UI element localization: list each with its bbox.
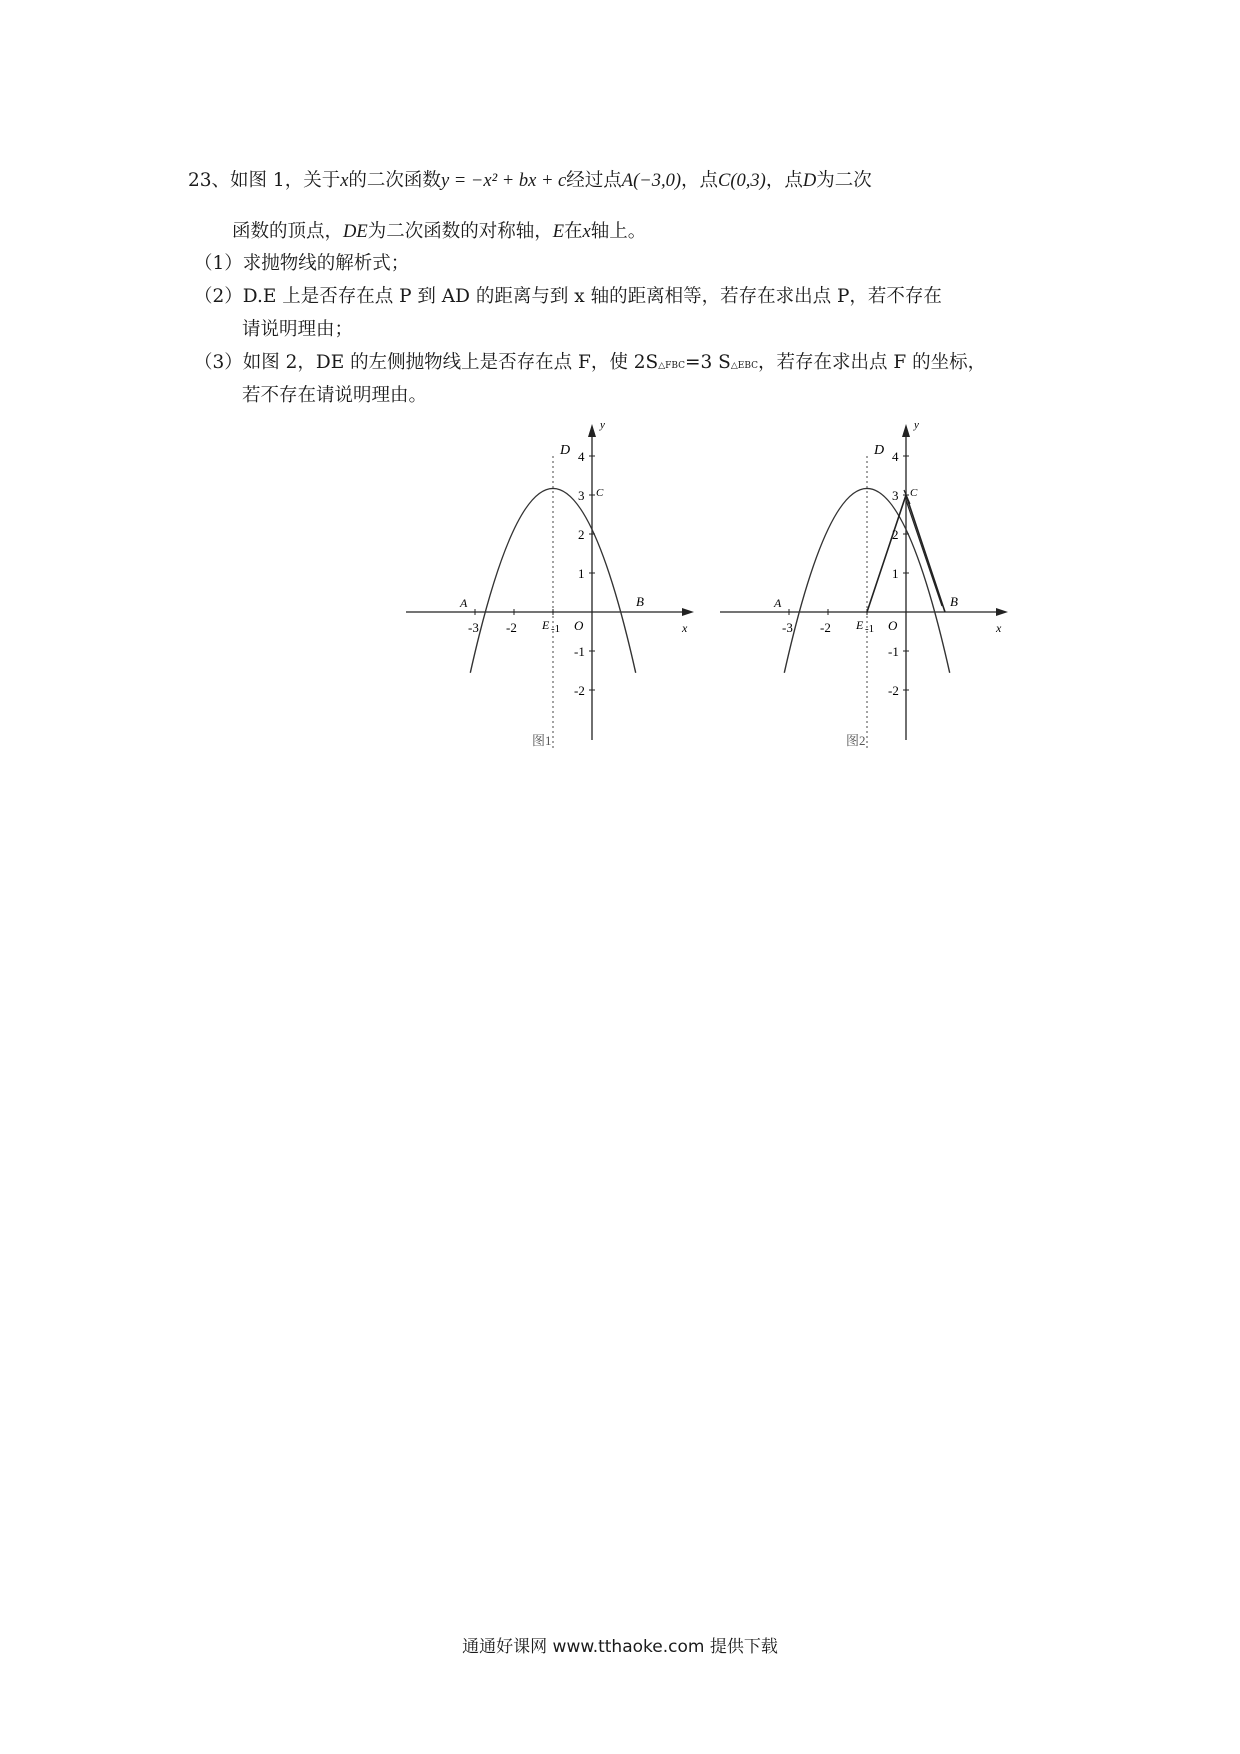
y-axis-arrow [588, 424, 596, 437]
x-axis-label: x [996, 621, 1002, 635]
intro-text-a: 如图 1，关于 [230, 170, 341, 191]
y-axis-arrow [902, 424, 910, 437]
y-tick-label: 2 [892, 527, 899, 542]
page-footer: 通通好课网 www.tthaoke.com 提供下载 [462, 1637, 778, 1657]
line2-text-d: 轴上。 [590, 221, 647, 242]
y-tick-label: 1 [892, 566, 899, 581]
line2-text-a: 函数的顶点， [232, 221, 344, 242]
point-a-label: A [774, 596, 782, 610]
q3-subscript-fbc: △FBC [658, 361, 686, 371]
q3-text-a: （3）如图 2，DE 的左侧抛物线上是否存在点 F，使 2S [194, 352, 659, 373]
x-axis-label: x [682, 621, 688, 635]
intro-text-d: 为二次 [816, 170, 872, 191]
y-tick-label: 2 [578, 527, 585, 542]
x-tick-label: -3 [468, 620, 479, 635]
line2-text-c: 在 [564, 221, 583, 242]
segment-de: DE [343, 222, 368, 242]
point-d-label: D [560, 443, 571, 458]
point-e-label: E [856, 618, 864, 632]
y-tick-label: -1 [574, 644, 585, 659]
point-c-label: C [596, 487, 604, 499]
point-a: A(−3,0) [621, 171, 682, 191]
origin-label: O [574, 618, 584, 633]
y-tick-label: 1 [578, 566, 585, 581]
x-tick-label: -3 [782, 620, 793, 635]
segment-cb [906, 495, 945, 612]
point-d-label: D [874, 443, 885, 458]
q3-text-b: =3 S [685, 352, 731, 373]
origin-label: O [888, 618, 898, 633]
y-tick-label: 3 [892, 488, 899, 503]
x-tick-label: -1 [865, 623, 875, 635]
point-e: E [552, 222, 565, 242]
separator-1: ，点 [681, 170, 719, 191]
figure-2-graph [714, 410, 1014, 760]
q3-text-c: ，若存在求出点 F 的坐标， [758, 352, 987, 373]
figure-caption: 图1 [532, 733, 552, 748]
segment-ec [867, 495, 906, 612]
problem-number: 23、 [188, 170, 231, 191]
x-tick-label: -2 [506, 620, 517, 635]
point-c-label: C [910, 487, 918, 499]
question-3-line-2: 若不存在请说明理由。 [242, 385, 428, 406]
question-2-line-2: 请说明理由； [242, 319, 354, 340]
variable-x: x [340, 171, 349, 191]
x-tick-label: -1 [551, 623, 561, 635]
y-tick-label: 3 [578, 488, 585, 503]
intro-text-c: 经过点 [566, 170, 622, 191]
variable-x-2: x [582, 222, 591, 242]
problem-line-1 [188, 168, 872, 194]
figure-1-graph [400, 410, 700, 760]
problem-line-2 [232, 219, 646, 245]
y-tick-label: -2 [574, 683, 585, 698]
figure-2 [714, 410, 1014, 760]
y-tick-label: 4 [892, 449, 899, 464]
figure-caption: 图2 [846, 733, 866, 748]
point-b-label: B [950, 594, 958, 609]
intro-text-b: 的二次函数 [348, 170, 441, 191]
figure-1 [400, 410, 700, 760]
q3-subscript-ebc: △EBC [730, 361, 759, 371]
y-tick-label: -2 [888, 683, 899, 698]
question-1: （1）求抛物线的解析式； [194, 253, 410, 274]
segment-fb [906, 500, 942, 606]
x-axis-arrow [682, 608, 694, 616]
point-a-label: A [460, 596, 468, 610]
line2-text-b: 为二次函数的对称轴， [367, 221, 553, 242]
x-tick-label: -2 [820, 620, 831, 635]
point-e-label: E [542, 618, 550, 632]
x-axis-arrow [996, 608, 1008, 616]
point-b-label: B [636, 594, 644, 609]
y-axis-label: y [914, 419, 919, 431]
separator-2: ，点 [765, 170, 803, 191]
point-c: C(0,3) [718, 171, 766, 191]
y-axis-label: y [600, 419, 605, 431]
quadratic-equation: y = −x² + bx + c [440, 171, 567, 191]
point-d: D [802, 171, 817, 191]
y-tick-label: 4 [578, 449, 585, 464]
y-tick-label: -1 [888, 644, 899, 659]
question-3-line-1 [194, 350, 986, 379]
question-2-line-1: （2）D.E 上是否存在点 P 到 AD 的距离与到 x 轴的距离相等，若存在求出点 P，若不存在 [194, 286, 942, 307]
